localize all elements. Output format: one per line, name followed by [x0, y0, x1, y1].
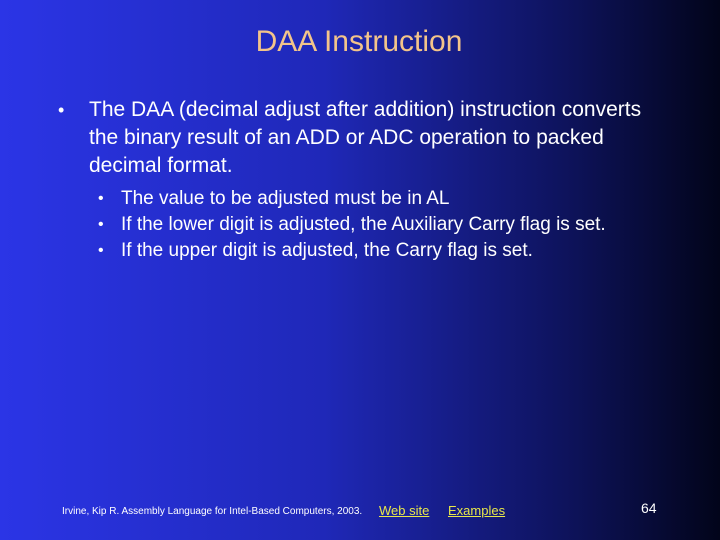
bullet-dot-icon: •	[98, 242, 104, 259]
web-site-link[interactable]: Web site	[379, 503, 430, 518]
sub-bullet-item	[98, 238, 658, 264]
sub-bullet-text: If the upper digit is adjusted, the Carry flag is set.	[121, 240, 533, 261]
examples-link[interactable]: Examples	[448, 503, 506, 518]
bullet-text: The DAA (decimal adjust after addition) instruction converts the binary result of an ADD or ADC operation to packed decimal format.	[89, 98, 642, 177]
sub-bullet-item	[98, 186, 658, 212]
bullet-dot-icon: •	[98, 216, 104, 233]
bullet-item	[58, 96, 658, 180]
sub-bullet-text: The value to be adjusted must be in AL	[121, 188, 450, 209]
sub-bullet-text: If the lower digit is adjusted, the Auxiliary Carry flag is set.	[121, 214, 606, 235]
bullet-list	[58, 96, 658, 180]
slide-title: DAA Instruction	[255, 25, 463, 58]
bullet-dot-icon: •	[58, 100, 65, 120]
sub-bullet-item	[98, 212, 658, 238]
footer-citation: Irvine, Kip R. Assembly Language for Intel-Based Computers, 2003.	[62, 506, 363, 517]
bullet-dot-icon: •	[98, 190, 104, 207]
page-number: 64	[641, 500, 657, 516]
sub-bullet-list	[98, 186, 658, 264]
